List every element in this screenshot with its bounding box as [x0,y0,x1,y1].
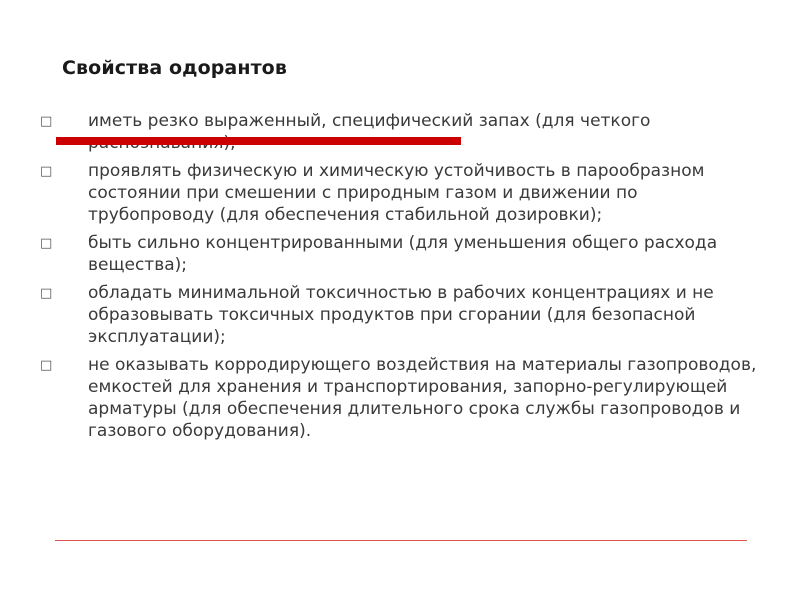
list-item-text: не оказывать корродирующего воздействия на материалы газопроводов, емкостей для хранения и транспортирования, запорно-регулирующей арматуры (для обеспечения длительного срока службы газопроводов и газового оборудования). [88,355,757,441]
list-item-text: быть сильно концентрированными (для уменьшения общего расхода вещества); [88,233,718,275]
footer-divider [55,540,747,541]
bullet-list [40,110,760,448]
list-item [40,282,760,348]
list-item [40,110,760,154]
square-bullet-icon: □ [40,358,53,373]
list-item [40,160,760,226]
list-item-text: обладать минимальной токсичностью в рабочих концентрациях и не образовывать токсичных продуктов при сгорании (для безопасной эксплуатации); [88,283,714,347]
square-bullet-icon: □ [40,114,53,129]
square-bullet-icon: □ [40,164,53,179]
list-item-text: проявлять физическую и химическую устойчивость в парообразном состоянии при смешении с природным газом и движении по трубопроводу (для обеспечения стабильной дозировки); [88,161,705,225]
square-bullet-icon: □ [40,286,53,301]
square-bullet-icon: □ [40,236,53,251]
list-item [40,354,760,442]
title-accent-bar [56,137,461,145]
list-item [40,232,760,276]
slide-title: Свойства одорантов [62,57,287,79]
list-item-text: иметь резко выраженный, специфический запах (для четкого [88,111,651,131]
